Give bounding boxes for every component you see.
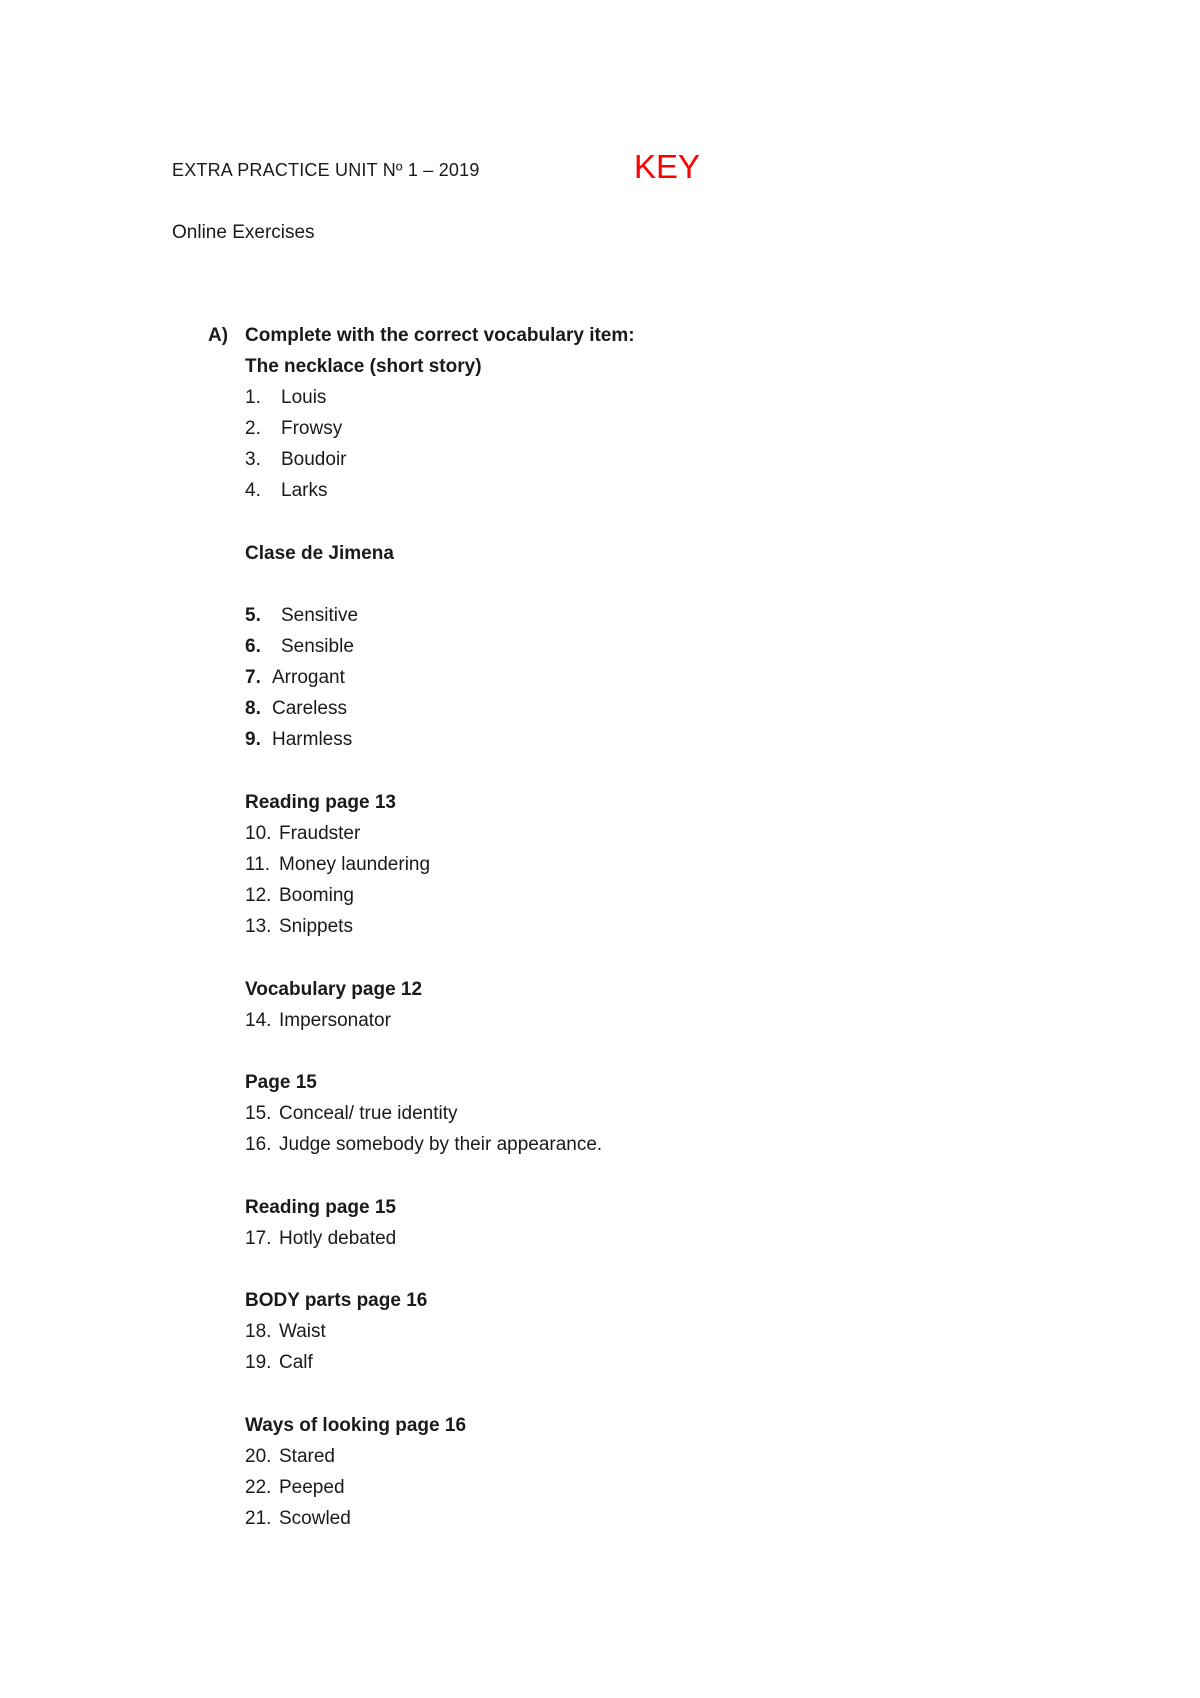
item-number: 1.	[245, 387, 261, 408]
item-number: 20.	[245, 1446, 272, 1467]
list-item	[245, 605, 358, 627]
group-heading: The necklace (short story)	[245, 356, 482, 377]
item-text: Booming	[279, 885, 354, 906]
item-number: 14.	[245, 1010, 272, 1031]
item-text: Harmless	[272, 729, 353, 750]
list-item	[245, 1321, 326, 1343]
list-item	[245, 1228, 396, 1250]
item-text: Larks	[281, 480, 328, 501]
item-number: 13.	[245, 916, 272, 937]
item-number: 22.	[245, 1477, 272, 1498]
item-number: 3.	[245, 449, 261, 470]
item-text: Calf	[279, 1352, 313, 1373]
list-item	[245, 636, 354, 658]
item-text: Scowled	[279, 1508, 351, 1529]
list-item	[245, 916, 353, 938]
group-heading: BODY parts page 16	[245, 1290, 428, 1311]
item-text: Snippets	[279, 916, 353, 937]
item-text: Hotly debated	[279, 1228, 397, 1249]
list-item	[245, 1446, 335, 1468]
document-subtitle: Online Exercises	[172, 222, 315, 243]
list-item	[245, 1010, 391, 1032]
list-item	[245, 729, 352, 751]
item-text: Fraudster	[279, 823, 361, 844]
item-number: 12.	[245, 885, 272, 906]
list-item	[245, 698, 347, 720]
item-number: 21.	[245, 1508, 272, 1529]
item-text: Arrogant	[272, 667, 345, 688]
group-heading: Clase de Jimena	[245, 543, 394, 564]
list-item	[245, 1477, 345, 1499]
item-text: Impersonator	[279, 1010, 391, 1031]
item-text: Frowsy	[281, 418, 343, 439]
item-text: Louis	[281, 387, 327, 408]
item-text: Judge somebody by their appearance.	[279, 1134, 603, 1155]
section-instruction: Complete with the correct vocabulary item:	[245, 325, 635, 346]
item-number: 6.	[245, 636, 261, 657]
list-item	[245, 823, 360, 845]
list-item	[245, 449, 347, 471]
item-number: 19.	[245, 1352, 272, 1373]
group-heading: Reading page 13	[245, 792, 396, 813]
item-number: 9.	[245, 729, 261, 750]
group-heading: Ways of looking page 16	[245, 1415, 467, 1436]
group-heading: Reading page 15	[245, 1197, 396, 1218]
item-number: 17.	[245, 1228, 272, 1249]
list-item	[245, 667, 345, 689]
document-title: EXTRA PRACTICE UNIT Nº 1 – 2019	[172, 160, 480, 180]
item-number: 15.	[245, 1103, 272, 1124]
item-text: Money laundering	[279, 854, 431, 875]
item-number: 10.	[245, 823, 272, 844]
list-item	[245, 1134, 602, 1156]
list-item	[245, 387, 326, 409]
list-item	[245, 418, 342, 440]
item-number: 18.	[245, 1321, 272, 1342]
item-number: 2.	[245, 418, 261, 439]
item-text: Sensitive	[281, 605, 359, 626]
item-number: 7.	[245, 667, 261, 688]
item-number: 4.	[245, 480, 261, 501]
list-item	[245, 1508, 351, 1530]
item-text: Sensible	[281, 636, 354, 657]
section-letter: A)	[208, 325, 229, 346]
item-text: Stared	[279, 1446, 335, 1467]
list-item	[245, 854, 430, 876]
item-number: 11.	[245, 854, 271, 875]
item-text: Careless	[272, 698, 347, 719]
key-label: KEY	[634, 148, 701, 185]
group-heading: Page 15	[245, 1072, 317, 1093]
item-number: 8.	[245, 698, 261, 719]
list-item	[245, 480, 327, 502]
item-number: 5.	[245, 605, 261, 626]
item-text: Peeped	[279, 1477, 345, 1498]
item-number: 16.	[245, 1134, 272, 1155]
list-item	[245, 1352, 313, 1374]
group-heading: Vocabulary page 12	[245, 979, 423, 1000]
item-text: Conceal/ true identity	[279, 1103, 458, 1124]
list-item	[245, 885, 354, 907]
list-item	[245, 1103, 458, 1125]
item-text: Waist	[279, 1321, 326, 1342]
item-text: Boudoir	[281, 449, 347, 470]
